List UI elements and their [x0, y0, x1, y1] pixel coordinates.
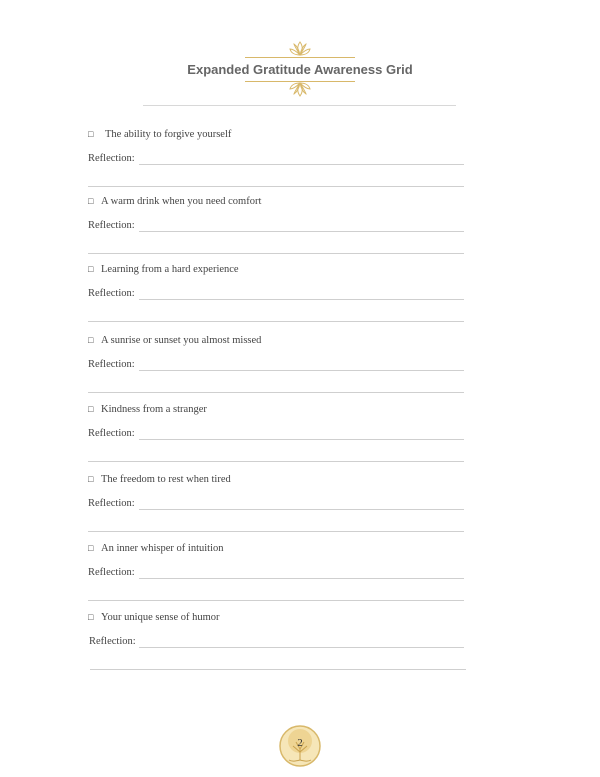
lotus-icon: [287, 40, 313, 58]
gratitude-item: [88, 129, 468, 189]
page-title: Expanded Gratitude Awareness Grid: [187, 62, 413, 77]
reflection-line[interactable]: [88, 600, 464, 601]
reflection-line[interactable]: [88, 321, 464, 322]
checkbox[interactable]: □: [88, 335, 94, 345]
checkbox[interactable]: □: [88, 612, 94, 622]
item-label: Learning from a hard experience: [101, 264, 239, 275]
reflection-line[interactable]: [139, 231, 464, 232]
reflection-line[interactable]: [88, 531, 464, 532]
checkbox[interactable]: □: [88, 474, 94, 484]
item-label: A warm drink when you need comfort: [101, 196, 262, 207]
reflection-label: Reflection:: [88, 359, 135, 370]
gratitude-item: [88, 404, 468, 464]
item-label-row: [88, 335, 261, 346]
page-number: 2: [297, 737, 303, 749]
checkbox[interactable]: □: [88, 264, 94, 274]
reflection-line[interactable]: [88, 186, 464, 187]
item-label-row: [88, 264, 239, 275]
checkbox[interactable]: □: [88, 543, 94, 553]
gratitude-item: [88, 474, 468, 534]
gratitude-item: [88, 543, 468, 603]
item-label-row: [88, 474, 231, 485]
item-label: Your unique sense of humor: [101, 612, 220, 623]
reflection-line[interactable]: [139, 647, 464, 648]
item-label: An inner whisper of intuition: [101, 543, 224, 554]
reflection-label: Reflection:: [88, 428, 135, 439]
page-header: [0, 38, 600, 102]
reflection-label: Reflection:: [88, 220, 135, 231]
reflection-line[interactable]: [88, 253, 464, 254]
checkbox[interactable]: □: [88, 196, 94, 206]
gratitude-item: [88, 335, 468, 395]
item-label: The ability to forgive yourself: [105, 129, 232, 140]
reflection-label: Reflection:: [88, 288, 135, 299]
item-label: A sunrise or sunset you almost missed: [101, 335, 262, 346]
gratitude-item: [88, 264, 468, 324]
checkbox[interactable]: □: [88, 404, 94, 414]
reflection-line[interactable]: [139, 299, 464, 300]
item-label-row: [88, 196, 261, 207]
reflection-line[interactable]: [88, 392, 464, 393]
lotus-icon: [287, 80, 313, 98]
gratitude-item: [88, 612, 468, 672]
reflection-line[interactable]: [139, 164, 464, 165]
reflection-line[interactable]: [88, 461, 464, 462]
gratitude-item: [88, 196, 468, 256]
reflection-label: Reflection:: [88, 153, 135, 164]
header-divider: [143, 105, 456, 106]
reflection-label: Reflection:: [88, 567, 135, 578]
page-footer: [278, 724, 322, 768]
checkbox[interactable]: □: [88, 129, 94, 139]
item-label-row: [88, 543, 223, 554]
reflection-line[interactable]: [90, 669, 466, 670]
reflection-line[interactable]: [139, 509, 464, 510]
reflection-line[interactable]: [139, 370, 464, 371]
item-label-row: [88, 129, 231, 140]
item-label-row: [88, 404, 207, 415]
item-label: The freedom to rest when tired: [101, 474, 231, 485]
item-label-row: [88, 612, 220, 623]
item-label: Kindness from a stranger: [101, 404, 207, 415]
reflection-line[interactable]: [139, 578, 464, 579]
reflection-label: Reflection:: [88, 498, 135, 509]
reflection-label: Reflection:: [89, 636, 136, 647]
reflection-line[interactable]: [139, 439, 464, 440]
